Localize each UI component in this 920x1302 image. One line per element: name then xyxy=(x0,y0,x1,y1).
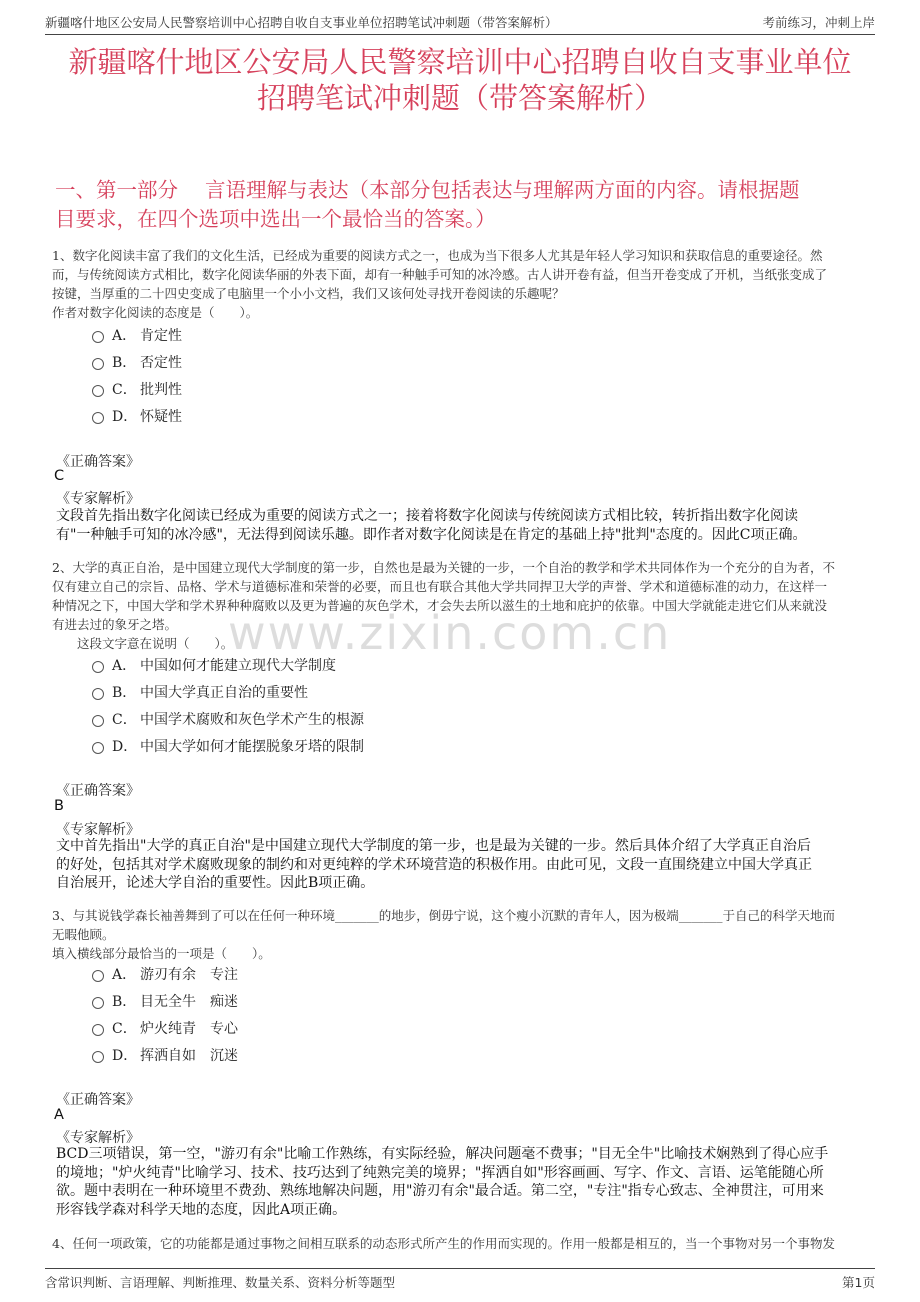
question-1-options xyxy=(92,323,182,431)
page-number: 第1页 xyxy=(842,1275,875,1290)
question-2-options xyxy=(92,653,364,761)
radio-button-icon[interactable] xyxy=(92,997,104,1009)
document-title-line2: 招聘笔试冲刺题（带答案解析） xyxy=(256,81,663,115)
option-c[interactable]: C． 批判性 xyxy=(92,377,182,404)
section-heading-line2: 目要求，在四个选项中选出一个最恰当的答案。） xyxy=(55,207,496,231)
explanation-label: 《专家解析》 xyxy=(56,1130,140,1146)
radio-button-icon[interactable] xyxy=(92,358,104,370)
radio-button-icon[interactable] xyxy=(92,970,104,982)
radio-button-icon[interactable] xyxy=(92,1051,104,1063)
header-slogan: 考前练习，冲刺上岸 xyxy=(762,15,875,30)
explanation-label: 《专家解析》 xyxy=(56,822,140,838)
option-c[interactable]: C． 中国学术腐败和灰色学术产生的根源 xyxy=(92,707,364,734)
section-heading xyxy=(55,176,865,234)
option-d[interactable]: D． 挥洒自如 沉迷 xyxy=(92,1043,238,1070)
footer-question-types: 含常识判断、言语理解、判断推理、数量关系、资料分析等题型 xyxy=(45,1275,396,1290)
explanation-label: 《专家解析》 xyxy=(56,491,140,507)
header-doc-title: 新疆喀什地区公安局人民警察培训中心招聘自收自支事业单位招聘笔试冲刺题（带答案解析） xyxy=(45,15,558,30)
radio-button-icon[interactable] xyxy=(92,688,104,700)
explanation-text: BCD三项错误，第一空，"游刃有余"比喻工作熟练，有实际经验，解决问题毫不费事；"目无全牛"比喻技术娴熟到了得心应手 的境地；"炉火纯青"比喻学习、技术、技巧达到了纯熟完美的境界；"挥洒自如"形容画画、写字、作文、言语、运笔能随心所 欲。题中表明在一种环境里不费劲、熟练地解决问题，用"游刃有余"最合适。第二空，"专注"指专心致志、全神贯注，可用来 形容钱学森对科学天地的态度，因此A项正确。 xyxy=(56,1146,829,1218)
question-2-stem: 2、大学的真正自治，是中国建立现代大学制度的第一步，自然也是最为关键的一步，一个自治的教学和学术共同体作为一个充分的自为者，不 仅有建立自己的宗旨、品格、学术与道德标准和荣誉的必要，而且也有联合其他大学共同捍卫大学的声誉、学术和道德标准的动力，在这样一 种情况之下，中国大学和学术界种种腐败以及更为普遍的灰色学术，才会失去所以滋生的土地和庇护的依靠。中国大学就能走进它们从来就没 有进去过的象牙之塔。 这段文字意在说明（ ）。 xyxy=(52,560,835,651)
answer-label: 《正确答案》 xyxy=(56,783,140,799)
option-b[interactable]: B． 目无全牛 痴迷 xyxy=(92,989,238,1016)
question-4-stem: 4、任何一项政策，它的功能都是通过事物之间相互联系的动态形式所产生的作用而实现的。作用一般都是相互的，当一个事物对另一个事物发 xyxy=(52,1236,835,1251)
radio-button-icon[interactable] xyxy=(92,412,104,424)
answer-label: 《正确答案》 xyxy=(56,454,140,470)
answer-value: C xyxy=(54,468,65,484)
explanation-text: 文段首先指出数字化阅读已经成为重要的阅读方式之一；接着将数字化阅读与传统阅读方式相比较，转折指出数字化阅读 有"一种触手可知的冰冷感"，无法得到阅读乐趣。即作者对数字化阅读是在肯定的基础上持"批判"态度的。因此C项正确。 xyxy=(56,508,807,543)
radio-button-icon[interactable] xyxy=(92,715,104,727)
page-footer xyxy=(45,1268,875,1293)
radio-button-icon[interactable] xyxy=(92,661,104,673)
answer-label: 《正确答案》 xyxy=(56,1092,140,1108)
option-b[interactable]: B． 中国大学真正自治的重要性 xyxy=(92,680,364,707)
radio-button-icon[interactable] xyxy=(92,385,104,397)
document-title xyxy=(40,44,880,116)
radio-button-icon[interactable] xyxy=(92,742,104,754)
document-title-line1: 新疆喀什地区公安局人民警察培训中心招聘自收自支事业单位 xyxy=(68,45,852,79)
explanation-text: 文中首先指出"大学的真正自治"是中国建立现代大学制度的第一步，也是最为关键的一步。然后具体介绍了大学真正自治后 的好处，包括其对学术腐败现象的制约和对更纯粹的学术环境营造的积极作用。由此可见，文段一直围绕建立中国大学真正 自治展开，论述大学自治的重要性。因此B项正确。 xyxy=(56,838,812,891)
page-header xyxy=(45,10,875,35)
watermark: www.zixin.com.cn xyxy=(228,606,672,660)
radio-button-icon[interactable] xyxy=(92,331,104,343)
option-d[interactable]: D． 中国大学如何才能摆脱象牙塔的限制 xyxy=(92,734,364,761)
answer-value: B xyxy=(54,798,64,814)
section-heading-line1: 一、第一部分 言语理解与表达（本部分包括表达与理解两方面的内容。请根据题 xyxy=(55,178,800,202)
question-3-options xyxy=(92,962,238,1070)
question-1-stem: 1、数字化阅读丰富了我们的文化生活，已经成为重要的阅读方式之一，也成为当下很多人尤其是年轻人学习知识和获取信息的重要途径。然 而，与传统阅读方式相比，数字化阅读华丽的外表下面，却有一种触手可知的冰冷感。古人讲开卷有益，但当开卷变成了开机，当纸张变成了 按键，当厚重的二十四史变成了电脑里一个小小文档，我们又该何处寻找开卷阅读的乐趣呢？ 作者对数字化阅读的态度是（ ）。 xyxy=(52,248,828,320)
option-a[interactable]: A． 中国如何才能建立现代大学制度 xyxy=(92,653,364,680)
radio-button-icon[interactable] xyxy=(92,1024,104,1036)
option-b[interactable]: B． 否定性 xyxy=(92,350,182,377)
option-a[interactable]: A． 游刃有余 专注 xyxy=(92,962,238,989)
option-a[interactable]: A． 肯定性 xyxy=(92,323,182,350)
question-3-stem: 3、与其说钱学森长袖善舞到了可以在任何一种环境_______的地步，倒毋宁说，这个瘦小沉默的青年人，因为极端_______于自己的科学天地而 无暇他顾。 填入横线部分最恰当的一项是（ ）。 xyxy=(52,908,835,961)
answer-value: A xyxy=(54,1107,64,1123)
option-d[interactable]: D． 怀疑性 xyxy=(92,404,182,431)
option-c[interactable]: C． 炉火纯青 专心 xyxy=(92,1016,238,1043)
